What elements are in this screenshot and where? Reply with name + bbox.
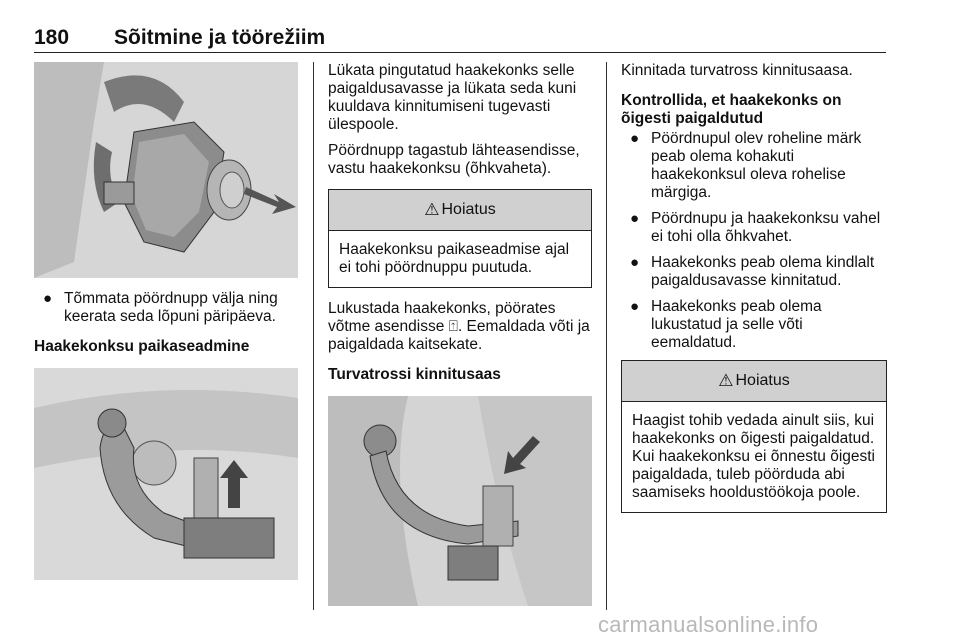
- bullet-dot: ●: [630, 130, 640, 147]
- knob-figure: [34, 62, 298, 278]
- warning-icon: ⚠: [718, 371, 734, 390]
- warning-box: [328, 189, 592, 288]
- page-number: 180: [34, 26, 70, 49]
- column-middle: [328, 62, 592, 606]
- bullet-dot: ●: [630, 254, 640, 271]
- column-right: [621, 62, 887, 513]
- hitch-figure: [34, 368, 298, 580]
- instruction-paragraph: Kinnitada turvatross kinnitusaasa.: [621, 62, 853, 79]
- instruction-paragraph: Pöördnupp tagastub lähteasendisse, vastu haakekonksu (õhkvaheta).: [328, 142, 580, 177]
- instruction-paragraph: Lukustada haakekonks, pöörates võtme asendisse ⍐. Eemaldada võti ja paigaldada kaitsekate.: [328, 300, 590, 353]
- chapter-title: Sõitmine ja töörežiim: [114, 26, 326, 49]
- section-heading: Haakekonksu paikaseadmine: [34, 338, 250, 355]
- hitch-illustration: [34, 368, 298, 580]
- lock-icon: ⍐: [448, 318, 458, 335]
- warning-header: [622, 361, 886, 402]
- watermark: carmanualsonline.info: [598, 612, 819, 637]
- warning-box: [621, 360, 887, 513]
- warning-text: Haagist tohib vedada ainult siis, kui haakekonks on õigesti paigaldatud. Kui haakekonksu ei õnnestu õigesti paigaldada, tuleb pöörduda abi saamiseks hooldustöökoja poole.: [632, 412, 875, 501]
- list-item: ● Pöördnupul olev roheline märk peab olema kohakuti haakekonksul oleva rohelise märgiga.: [630, 130, 862, 201]
- warning-title: Hoiatus: [735, 372, 790, 389]
- section-heading: Kontrollida, et haakekonks on õigesti paigaldutud: [621, 92, 842, 127]
- instruction-paragraph: Lükata pingutatud haakekonks selle paigaldusavasse ja lükata seda kuni kuuldava kinnitumiseni tugevasti ülespoole.: [328, 62, 577, 133]
- list-item: ● Tõmmata pöördnupp välja ning keerata seda lõpuni päripäeva.: [43, 290, 278, 325]
- bullet-dot: ●: [630, 298, 640, 315]
- warning-title: Hoiatus: [441, 201, 496, 218]
- bullet-dot: ●: [630, 210, 640, 227]
- warning-icon: ⚠: [424, 200, 440, 219]
- warning-text: Haakekonksu paikaseadmise ajal ei tohi pöördnuppu puutuda.: [339, 241, 570, 276]
- list-item: ● Haakekonks peab olema lukustatud ja selle võti eemaldatud.: [630, 298, 822, 351]
- eyelet-illustration: [328, 396, 592, 606]
- section-heading: Turvatrossi kinnitusaas: [328, 366, 501, 383]
- column-divider: [313, 62, 314, 610]
- warning-header: [329, 190, 591, 231]
- column-left: [34, 62, 298, 580]
- column-divider: [606, 62, 607, 610]
- list-item: ● Haakekonks peab olema kindlalt paigaldusavasse kinnitatud.: [630, 254, 875, 289]
- eyelet-figure: [328, 396, 592, 606]
- list-item: ● Pöördnupu ja haakekonksu vahel ei tohi olla õhkvahet.: [630, 210, 881, 245]
- knob-illustration: [34, 62, 298, 278]
- bullet-dot: ●: [43, 290, 53, 307]
- page-header: [34, 22, 886, 53]
